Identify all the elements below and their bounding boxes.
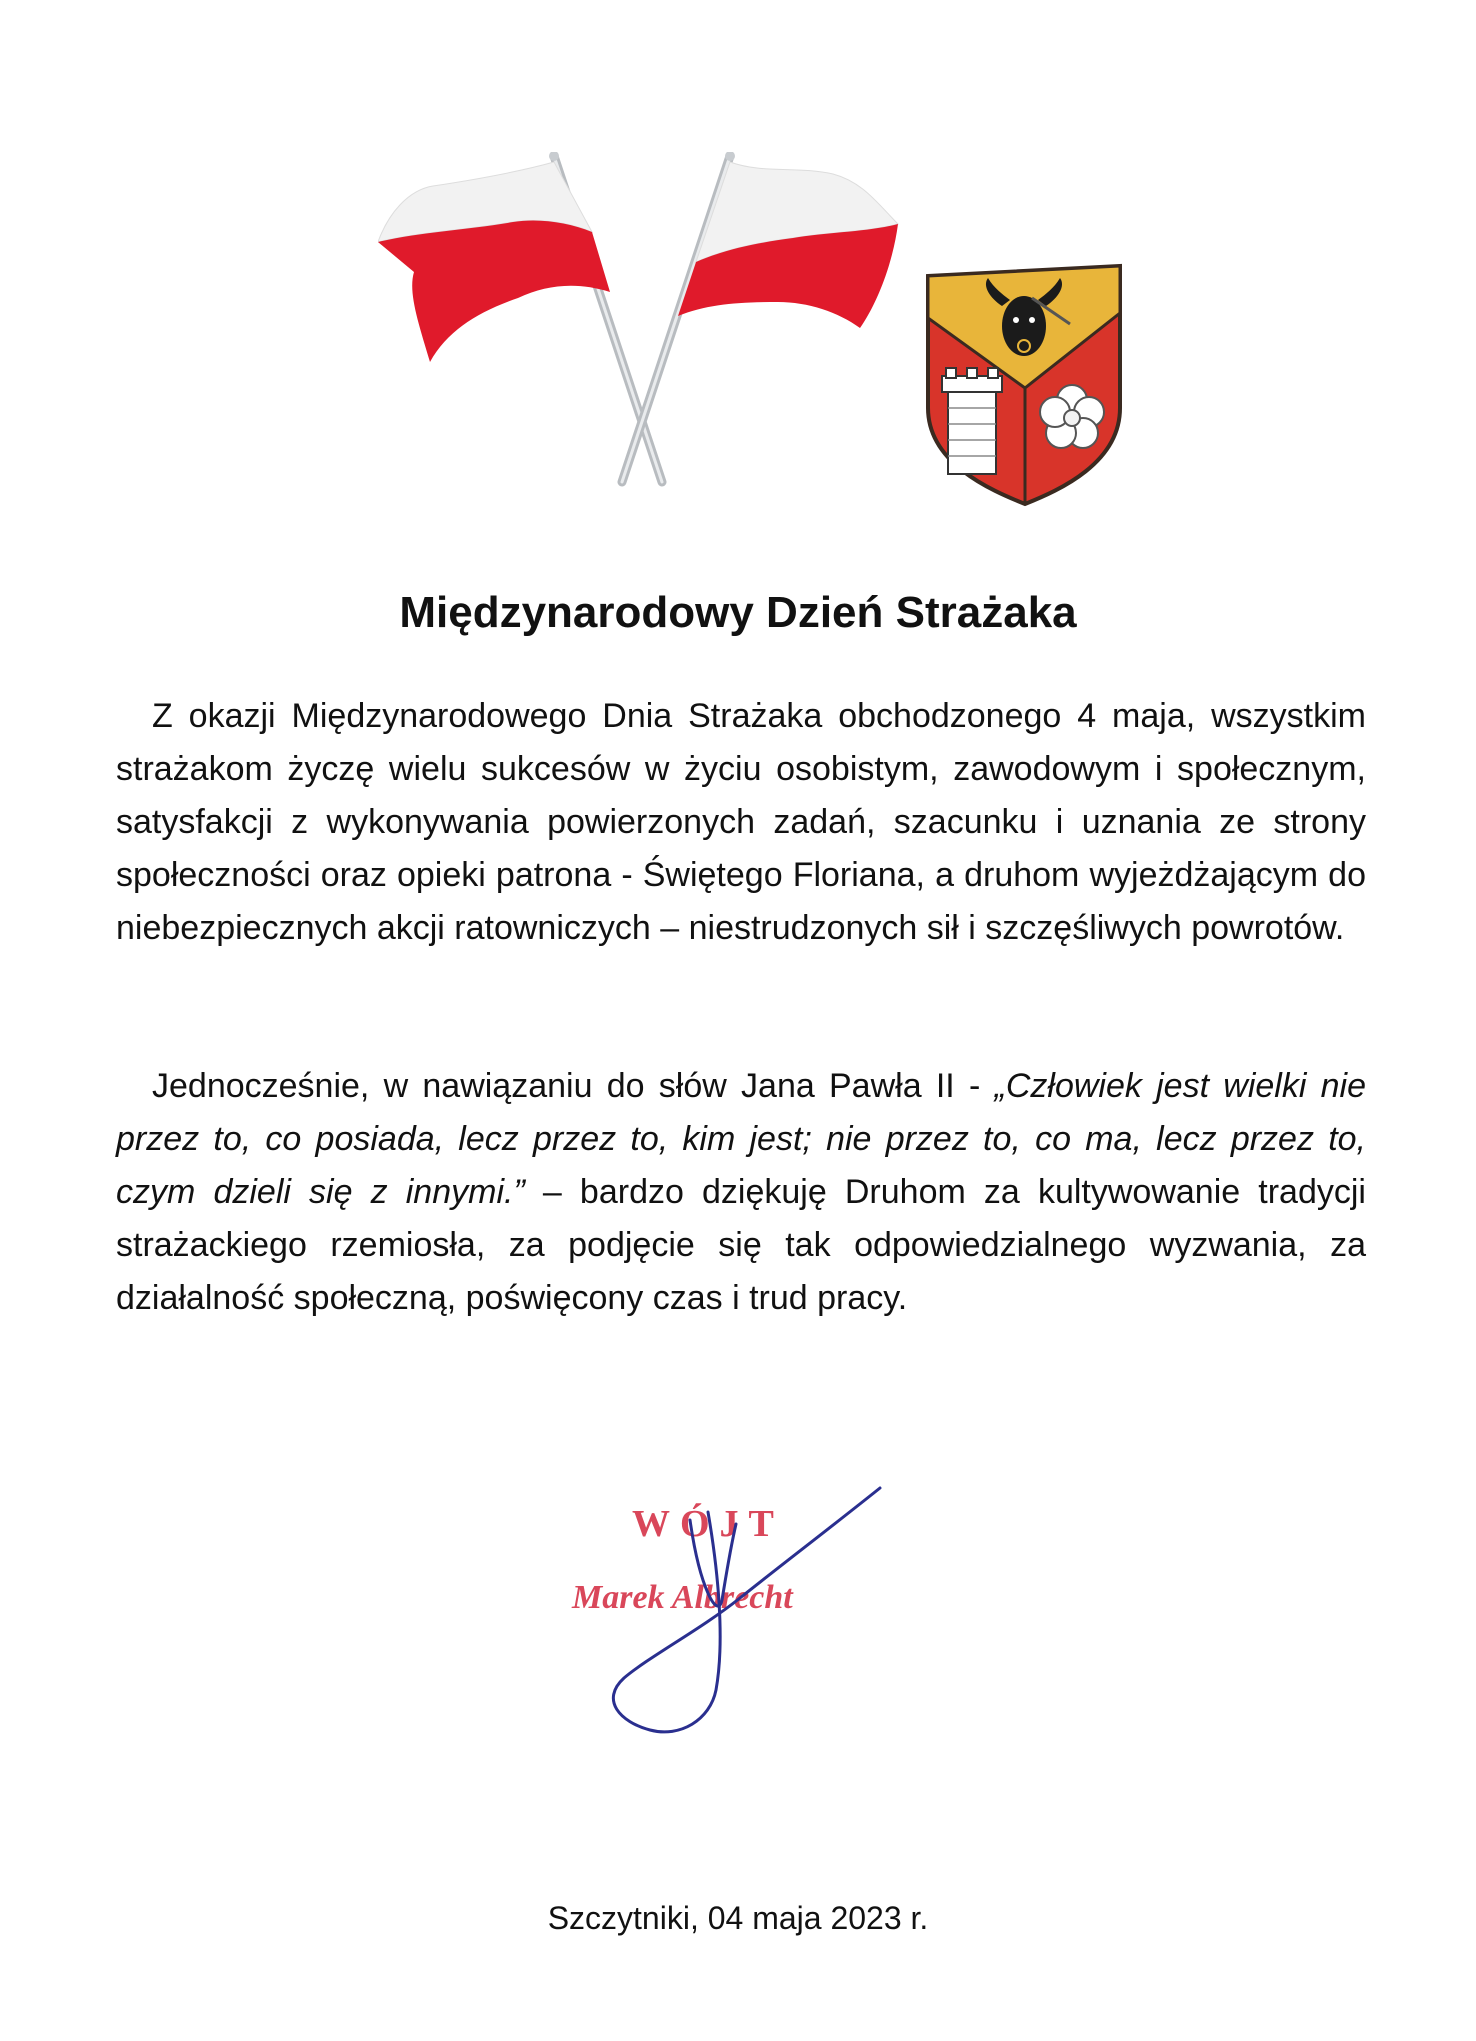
paragraph-wishes: [116, 690, 1366, 955]
pope-quote: „Człowiek jest wielki nie przez to, co posiada, lecz przez to, kim jest; nie przez to, co ma, lecz przez to, czym dzieli się z innymi.”: [116, 1067, 1366, 1211]
signature-icon: [540, 1480, 900, 1750]
paragraph-thanks: [116, 1060, 1366, 1325]
document-title: Międzynarodowy Dzień Strażaka: [399, 588, 1077, 637]
paragraph-thanks-rest: – bardzo dziękuję Druhom za kultywowanie tradycji strażackiego rzemiosła, za podjęcie się tak odpowiedzialnego wyzwania, za działalność społeczną, poświęcony czas i trud pracy.: [116, 1173, 1366, 1317]
stamp-title: WÓJT: [632, 1503, 784, 1545]
stamp-name: Marek Albrecht: [572, 1579, 793, 1616]
paragraph-wishes-text: Z okazji Międzynarodowego Dnia Strażaka obchodzonego 4 maja, wszystkim strażakom życzę wielu sukcesów w życiu osobistym, zawodowym i społecznym, satysfakcji z wykonywania powierzonych zadań, szacunku i uznania ze strony społeczności oraz opieki patrona - Świętego Floriana, a druhom wyjeżdżającym do niebezpiecznych akcji ratowniczych – niestrudzonych sił i szczęśliwych powrotów.: [116, 697, 1366, 947]
paragraph-thanks-intro: Jednocześnie, w nawiązaniu do słów Jana Pawła II -: [152, 1067, 995, 1105]
coat-of-arms-icon: [920, 258, 1130, 508]
crossed-polish-flags-icon: [378, 152, 906, 488]
place-and-date: Szczytniki, 04 maja 2023 r.: [547, 1900, 929, 1936]
